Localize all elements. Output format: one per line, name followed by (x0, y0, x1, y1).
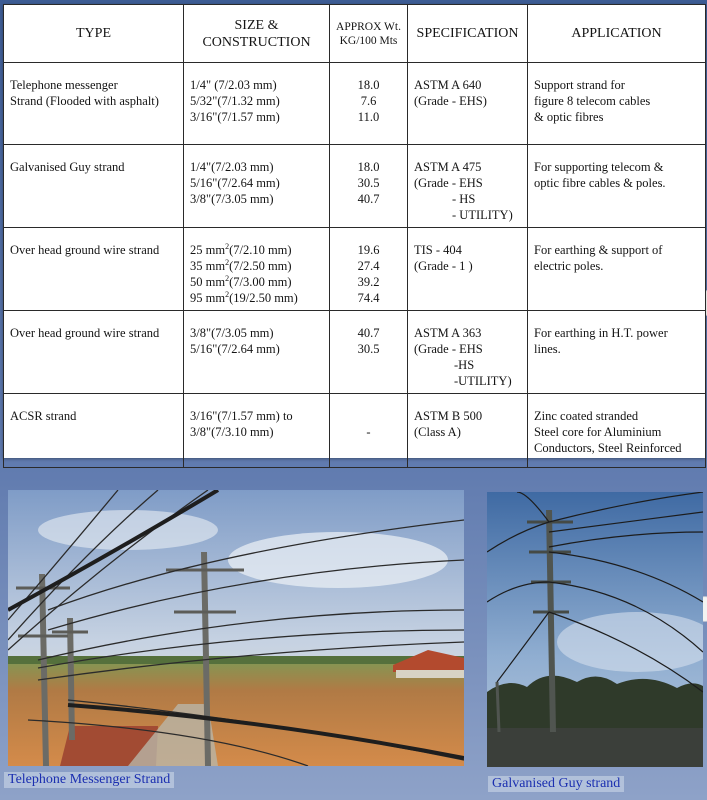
cell-weights: 18.0 30.5 40.7 (330, 145, 408, 228)
cell-weights: 40.7 30.5 (330, 311, 408, 394)
cell-specification: TIS - 404 (Grade - 1 ) (408, 228, 528, 311)
cell-weights: - (330, 394, 408, 468)
table-row-telephone-messenger (4, 63, 706, 145)
cell-type: Galvanised Guy strand (4, 145, 184, 228)
table-row-acsr (4, 394, 706, 468)
cell-sizes: 1/4"(7/2.03 mm) 5/16"(7/2.64 mm) 3/8"(7/3.05 mm) (184, 145, 330, 228)
cell-application: Zinc coated stranded Steel core for Aluminium Conductors, Steel Reinforced (528, 394, 706, 468)
header-size-construction: SIZE & CONSTRUCTION (184, 5, 330, 63)
cell-specification: ASTM A 640 (Grade - EHS) (408, 63, 528, 145)
cell-specification: ASTM A 475 (Grade - EHS - HS - UTILITY) (408, 145, 528, 228)
cell-weights: 18.0 7.6 11.0 (330, 63, 408, 145)
specification-table-panel (3, 4, 705, 458)
photo-caption-telephone-messenger: Telephone Messenger Strand (4, 772, 174, 788)
header-specification: SPECIFICATION (408, 5, 528, 63)
cell-application: Support strand for figure 8 telecom cables & optic fibres (528, 63, 706, 145)
cell-type: Over head ground wire strand (4, 311, 184, 394)
table-row-galvanised-guy (4, 145, 706, 228)
specification-table (3, 4, 706, 468)
cell-specification: ASTM A 363 (Grade - EHS -HS -UTILITY) (408, 311, 528, 394)
cell-type: ACSR strand (4, 394, 184, 468)
header-approx-weight: APPROX Wt. KG/100 Mts (330, 5, 408, 63)
cell-application: For earthing & support of electric poles. (528, 228, 706, 311)
header-application: APPLICATION (528, 5, 706, 63)
table-row-overhead-ground-wire-1 (4, 228, 706, 311)
cell-type: Over head ground wire strand (4, 228, 184, 311)
photo-caption-galvanised-guy: Galvanised Guy strand (488, 776, 624, 792)
header-type: TYPE (4, 5, 184, 63)
photo-telephone-messenger-strand (8, 490, 464, 766)
cell-weights: 19.6 27.4 39.2 74.4 (330, 228, 408, 311)
table-header-row (4, 5, 706, 63)
photo-galvanised-guy-strand (487, 492, 703, 767)
cell-sizes: 25 $mm^2(7/2.10$ mm) 35 $mm^2(7/2.50$ mm) 50 $mm^2(7/3.00$ mm) 95 $mm^2(19/2.50$ mm) (184, 228, 330, 311)
cell-sizes: 3/16"(7/1.57 mm) to 3/8"(7/3.10 mm) (184, 394, 330, 468)
table-row-overhead-ground-wire-2 (4, 311, 706, 394)
cell-sizes: 3/8"(7/3.05 mm) 5/16"(7/2.64 mm) (184, 311, 330, 394)
cell-application: For supporting telecom & optic fibre cables & poles. (528, 145, 706, 228)
cell-type: Telephone messenger Strand (Flooded with asphalt) (4, 63, 184, 145)
cell-sizes: 1/4" (7/2.03 mm) 5/32"(7/1.32 mm) 3/16"(7/1.57 mm) (184, 63, 330, 145)
cell-application: For earthing in H.T. power lines. (528, 311, 706, 394)
cell-specification: ASTM B 500 (Class A) (408, 394, 528, 468)
